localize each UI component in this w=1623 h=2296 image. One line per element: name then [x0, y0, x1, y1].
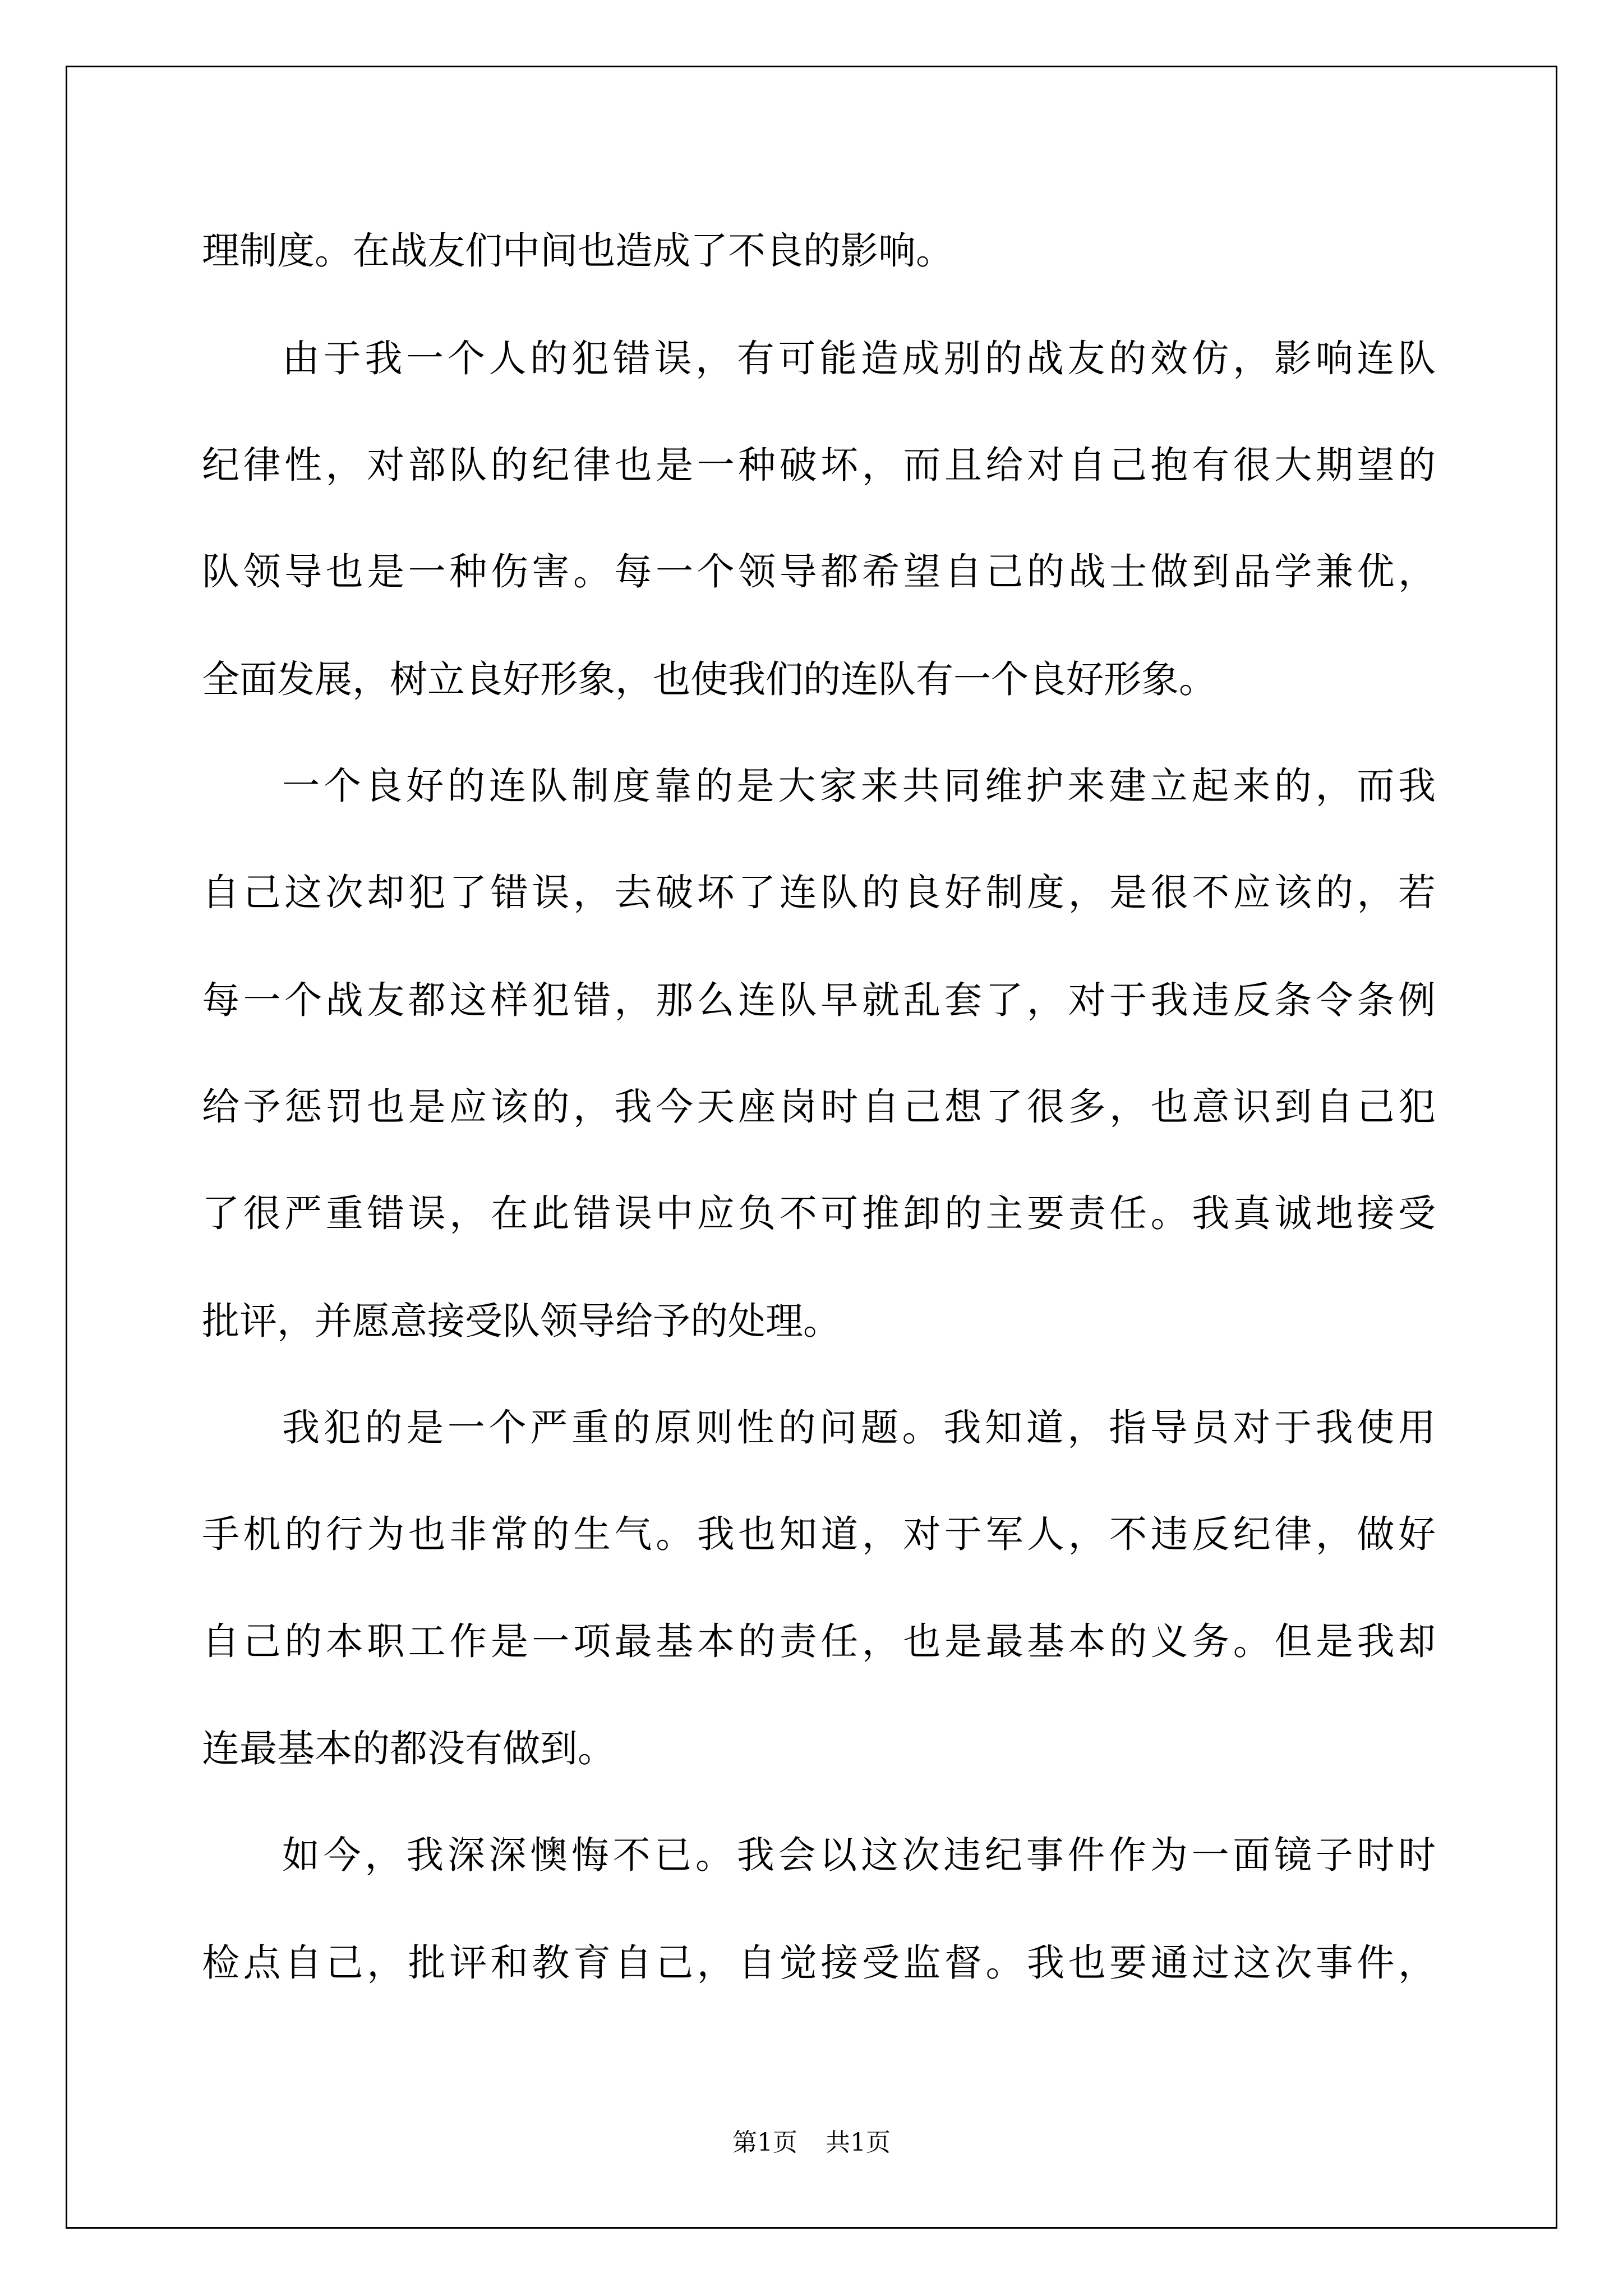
text-line: 检点自己，批评和教育自己，自觉接受监督。我也要通过这次事件，	[202, 1941, 1436, 1985]
page-number: 第1页	[732, 2128, 797, 2157]
text-line: 了很严重错误，在此错误中应负不可推卸的主要责任。我真诚地接受	[202, 1191, 1436, 1235]
text-line: 队领导也是一种伤害。每一个领导都希望自己的战士做到品学兼优，	[202, 550, 1436, 593]
page-total: 共1页	[826, 2128, 891, 2157]
text-line: 每一个战友都这样犯错，那么连队早就乱套了，对于我违反条令条例	[202, 978, 1436, 1022]
text-line: 由于我一个人的犯错误，有可能造成别的战友的效仿，影响连队	[282, 337, 1436, 380]
text-line: 手机的行为也非常的生气。我也知道，对于军人，不违反纪律，做好	[202, 1512, 1436, 1556]
text-line: 全面发展，树立良好形象，也使我们的连队有一个良好形象。	[202, 657, 1216, 701]
page-footer	[0, 2128, 1623, 2157]
text-line: 理制度。在战友们中间也造成了不良的影响。	[202, 229, 953, 273]
text-line: 连最基本的都没有做到。	[202, 1727, 615, 1770]
text-line: 给予惩罚也是应该的，我今天座岗时自己想了很多，也意识到自己犯	[202, 1085, 1436, 1129]
text-line: 一个良好的连队制度靠的是大家来共同维护来建立起来的，而我	[282, 764, 1436, 808]
text-line: 批评，并愿意接受队领导给予的处理。	[202, 1299, 841, 1343]
page-border	[66, 66, 1557, 2229]
text-line: 如今，我深深懊悔不已。我会以这次违纪事件作为一面镜子时时	[282, 1833, 1436, 1877]
text-line: 自己的本职工作是一项最基本的责任，也是最基本的义务。但是我却	[202, 1619, 1436, 1663]
text-line: 我犯的是一个严重的原则性的问题。我知道，指导员对于我使用	[282, 1406, 1436, 1450]
text-line: 自己这次却犯了错误，去破坏了连队的良好制度，是很不应该的，若	[202, 871, 1436, 914]
text-line: 纪律性，对部队的纪律也是一种破坏，而且给对自己抱有很大期望的	[202, 443, 1436, 487]
